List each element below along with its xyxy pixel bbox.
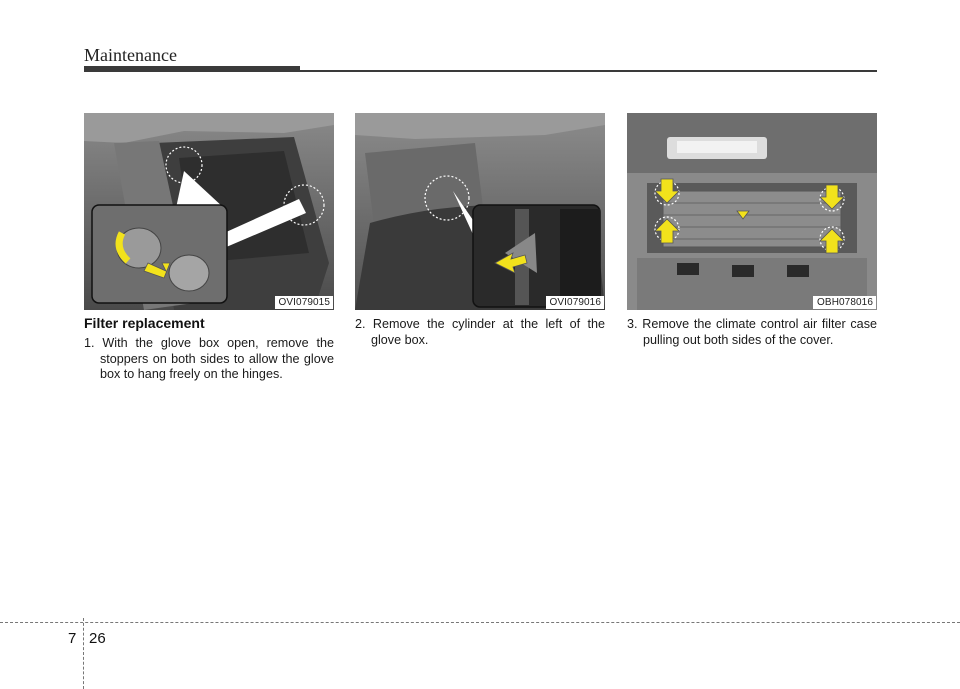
step-1-text: 1. With the glove box open, remove the stoppers on both sides to allow the glove box to hang freely on the hinges. (84, 336, 334, 382)
header-rule (300, 70, 877, 72)
figure-code: OBH078016 (813, 296, 876, 309)
section-heading: Filter replacement (84, 315, 205, 331)
page-number: 26 (89, 630, 106, 647)
footer-divider (83, 618, 84, 689)
glove-box-stoppers-illustration (84, 113, 334, 310)
step-2-text: 2. Remove the cylinder at the left of the glove box. (355, 317, 605, 347)
figure-filter-case (627, 113, 877, 310)
header-title: Maintenance (84, 45, 177, 65)
figure-glove-box-stoppers (84, 113, 334, 310)
filter-case-illustration (627, 113, 877, 310)
figure-code: OVI079015 (275, 296, 334, 309)
step-3-text: 3. Remove the climate control air filter case pulling out both sides of the cover. (627, 317, 877, 347)
footer-rule (0, 622, 960, 623)
page-chapter: 7 (68, 630, 77, 647)
figure-code: OVI079016 (546, 296, 605, 309)
figure-cylinder (355, 113, 605, 310)
cylinder-illustration (355, 113, 605, 310)
header-bar (84, 66, 300, 72)
